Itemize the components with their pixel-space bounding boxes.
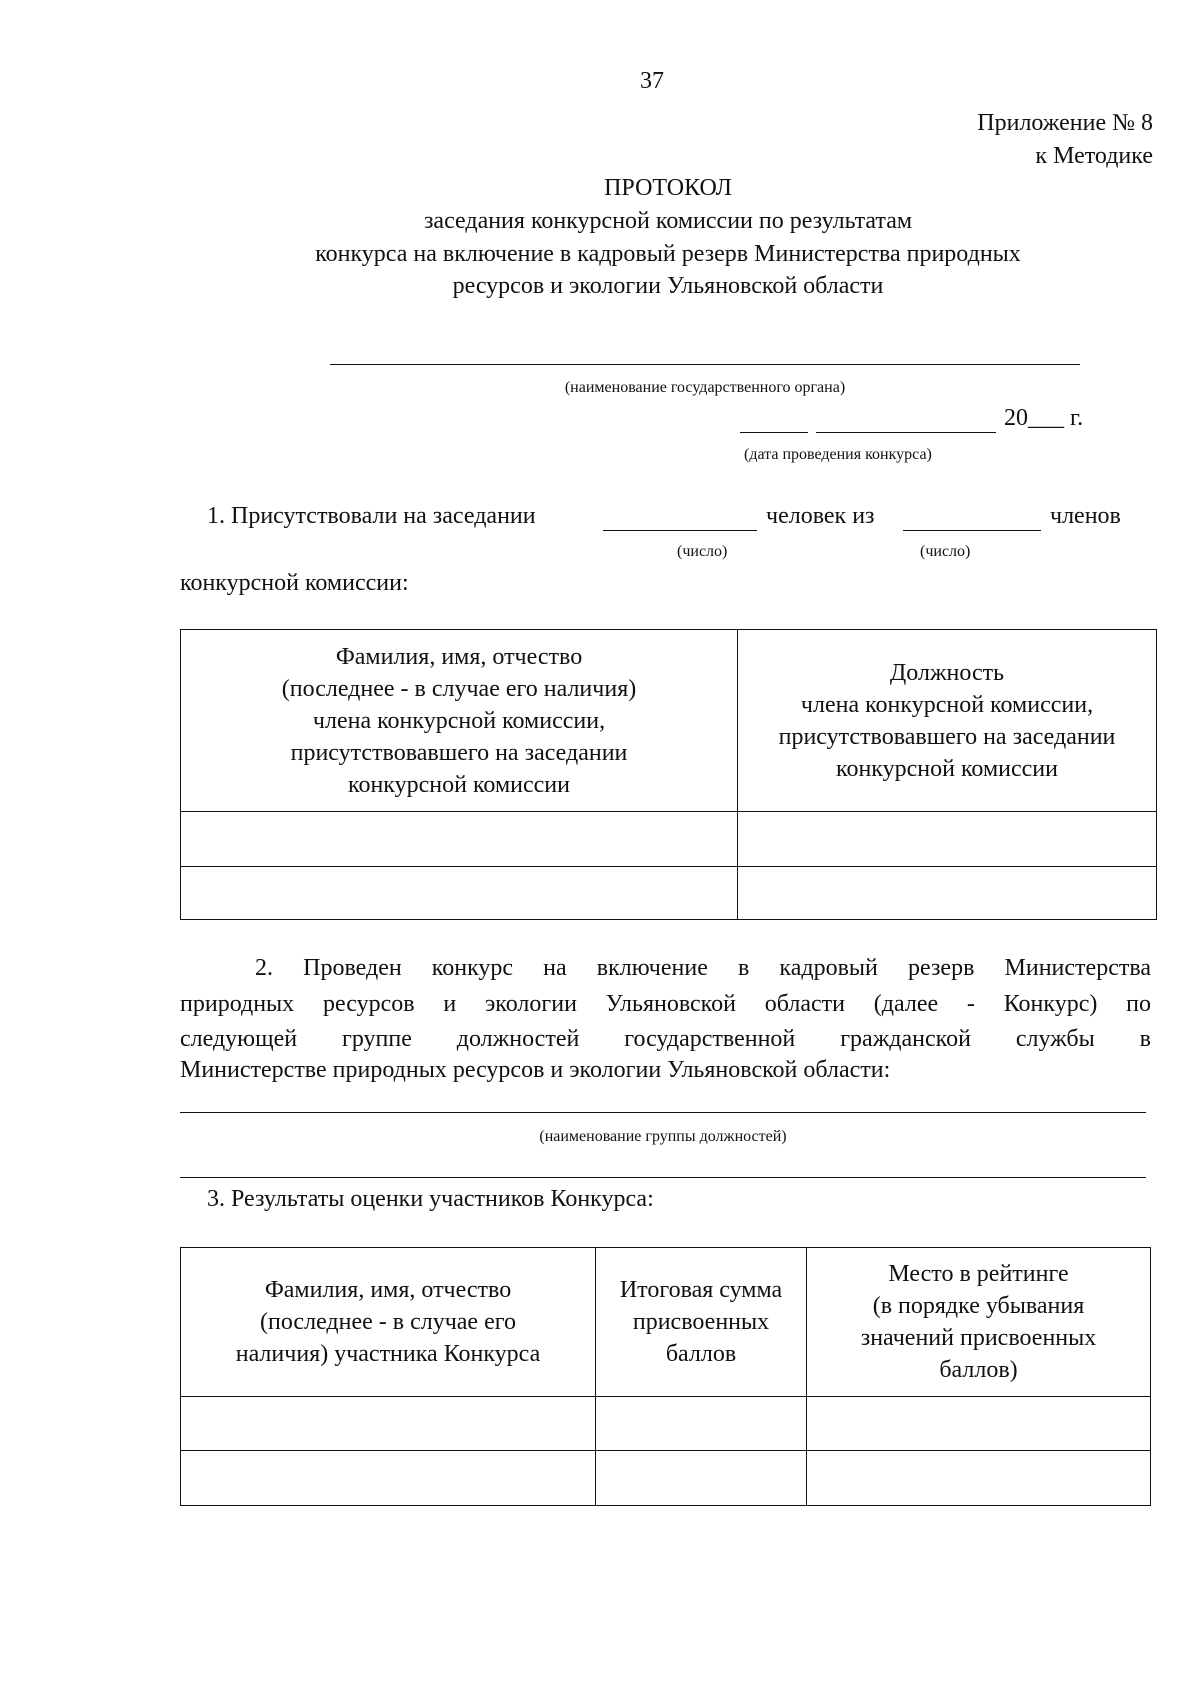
- org-name-line: [330, 364, 1080, 365]
- page-number: 37: [640, 68, 664, 94]
- table-cell[interactable]: [181, 1451, 596, 1506]
- header-cell: Фамилия, имя, отчество (последнее - в случае его наличия) участника Конкурса: [181, 1248, 596, 1397]
- table-row: [181, 812, 1157, 867]
- group-name-line-2: [180, 1177, 1146, 1178]
- appendix-ref: к Методике: [1035, 143, 1153, 169]
- table-row: [181, 1397, 1151, 1451]
- date-year: 20___ г.: [1004, 405, 1084, 431]
- table-cell[interactable]: [596, 1451, 807, 1506]
- table-row: [181, 867, 1157, 920]
- item2-line: природных ресурсов и экологии Ульяновской области (далее - Конкурс) по: [180, 991, 1151, 1017]
- header-cell: Место в рейтинге (в порядке убывания значений присвоенных баллов): [807, 1248, 1151, 1397]
- table-cell[interactable]: [181, 867, 738, 920]
- document-title: ПРОТОКОЛ: [604, 175, 732, 201]
- date-caption: (дата проведения конкурса): [744, 446, 932, 463]
- table-cell[interactable]: [738, 867, 1157, 920]
- present-count-line: [603, 530, 757, 531]
- header-cell: Итоговая сумма присвоенных баллов: [596, 1248, 807, 1397]
- item3-text: 3. Результаты оценки участников Конкурса:: [207, 1186, 654, 1212]
- date-day-line: [740, 432, 808, 433]
- appendix-label: Приложение № 8: [977, 110, 1153, 136]
- number-caption: (число): [920, 543, 971, 560]
- item2-line: 2. Проведен конкурс на включение в кадровый резерв Министерства: [255, 955, 1151, 981]
- item1-text: человек из: [766, 503, 875, 529]
- item1-text: 1. Присутствовали на заседании: [207, 503, 536, 529]
- table-cell[interactable]: [181, 812, 738, 867]
- table-cell[interactable]: [738, 812, 1157, 867]
- header-cell: Фамилия, имя, отчество (последнее - в случае его наличия) члена конкурсной комиссии, присутствовавшего на заседании конкурсной комиссии: [181, 630, 738, 812]
- results-table: [180, 1247, 1151, 1506]
- item1-continuation: конкурсной комиссии:: [180, 570, 409, 596]
- subtitle-line: конкурса на включение в кадровый резерв Министерства природных: [315, 241, 1021, 267]
- table-header-row: [181, 1248, 1151, 1397]
- header-cell: Должность члена конкурсной комиссии, присутствовавшего на заседании конкурсной комиссии: [738, 630, 1157, 812]
- table-cell[interactable]: [181, 1397, 596, 1451]
- table-cell[interactable]: [807, 1397, 1151, 1451]
- org-caption: (наименование государственного органа): [564, 379, 846, 396]
- table-cell[interactable]: [596, 1397, 807, 1451]
- subtitle-line: заседания конкурсной комиссии по результатам: [423, 208, 913, 234]
- number-caption: (число): [677, 543, 728, 560]
- item2-line: следующей группе должностей государственной гражданской службы в: [180, 1026, 1151, 1052]
- date-month-line: [816, 432, 996, 433]
- table-cell[interactable]: [807, 1451, 1151, 1506]
- subtitle-line: ресурсов и экологии Ульяновской области: [452, 273, 884, 299]
- commission-table: [180, 629, 1157, 920]
- item1-text: членов: [1050, 503, 1121, 529]
- group-name-line: [180, 1112, 1146, 1113]
- table-header-row: [181, 630, 1157, 812]
- total-count-line: [903, 530, 1041, 531]
- table-row: [181, 1451, 1151, 1506]
- group-caption: (наименование группы должностей): [539, 1128, 787, 1145]
- item2-line: Министерстве природных ресурсов и экологии Ульяновской области:: [180, 1057, 891, 1083]
